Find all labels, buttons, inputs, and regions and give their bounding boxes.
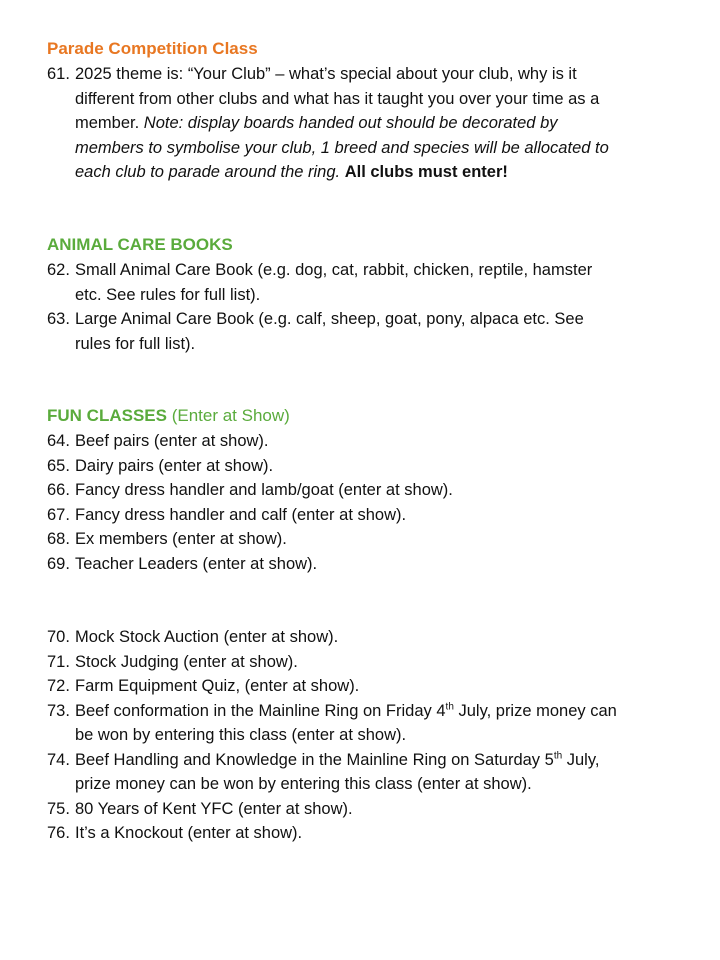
list-item (47, 821, 697, 846)
item-number: 68. (47, 530, 70, 548)
item-text: Large Animal Care Book (e.g. calf, sheep, goat, pony, alpaca etc. See rules for full list). (75, 310, 584, 353)
list-item (47, 625, 697, 650)
section-subtitle: (Enter at Show) (171, 406, 290, 425)
list-item (47, 699, 697, 748)
list-item (47, 307, 697, 356)
item-number: 64. (47, 432, 70, 450)
list-item (47, 62, 697, 185)
section-heading-fun-classes: FUN CLASSES (Enter at Show) (47, 406, 290, 425)
list-item (47, 503, 697, 528)
list-item (47, 650, 697, 675)
list-item (47, 748, 697, 797)
item-number: 70. (47, 628, 70, 646)
item-text: Stock Judging (enter at show). (75, 652, 298, 671)
item-text: Fancy dress handler and calf (enter at show). (75, 505, 407, 524)
list-item (47, 429, 697, 454)
item-text: Beef Handling and Knowledge in the Mainline Ring on Saturday 5th July, prize money can be won by entering this class (enter at show). (75, 750, 600, 793)
item-text: 80 Years of Kent YFC (enter at show). (75, 799, 353, 818)
item-number: 76. (47, 824, 70, 842)
item-text: Fancy dress handler and lamb/goat (enter at show). (75, 481, 453, 499)
item-text: Dairy pairs (enter at show). (75, 456, 274, 475)
item-number: 72. (47, 677, 70, 695)
list-item (47, 674, 697, 699)
item-text: Farm Equipment Quiz, (enter at show). (75, 677, 360, 695)
item-number: 71. (47, 652, 70, 671)
item-text: Beef conformation in the Mainline Ring on Friday 4th July, prize money can be won by entering this class (enter at show). (75, 701, 617, 744)
item-text: 2025 theme is: “Your Club” – what’s special about your club, why is it different from other clubs and what has it taught you over your time as a member. Note: display boards handed out should be decorated by members to symbolise your club, 1 breed and species will be allocated to each club to parade around the ring. All clubs must enter! (75, 65, 609, 181)
item-number: 62. (47, 261, 70, 279)
list-item (47, 454, 697, 479)
item-number: 69. (47, 554, 70, 573)
item-number: 61. (47, 65, 70, 83)
item-number: 66. (47, 481, 70, 499)
item-number: 73. (47, 701, 70, 720)
item-number: 74. (47, 750, 70, 769)
section-heading-care-books: ANIMAL CARE BOOKS (47, 235, 233, 254)
item-text: Teacher Leaders (enter at show). (75, 554, 318, 573)
item-number: 65. (47, 456, 70, 475)
list-item (47, 478, 697, 503)
item-number: 63. (47, 310, 70, 328)
item-text: It’s a Knockout (enter at show). (75, 824, 303, 842)
item-text: Small Animal Care Book (e.g. dog, cat, rabbit, chicken, reptile, hamster etc. See rules for full list). (75, 261, 593, 304)
list-item (47, 552, 697, 577)
item-text: Mock Stock Auction (enter at show). (75, 628, 339, 646)
section-heading-parade: Parade Competition Class (47, 39, 258, 58)
item-text: Ex members (enter at show). (75, 530, 287, 548)
item-text: Beef pairs (enter at show). (75, 432, 269, 450)
list-item (47, 527, 697, 552)
list-item (47, 797, 697, 822)
list-item (47, 258, 697, 307)
item-number: 67. (47, 505, 70, 524)
item-number: 75. (47, 799, 70, 818)
